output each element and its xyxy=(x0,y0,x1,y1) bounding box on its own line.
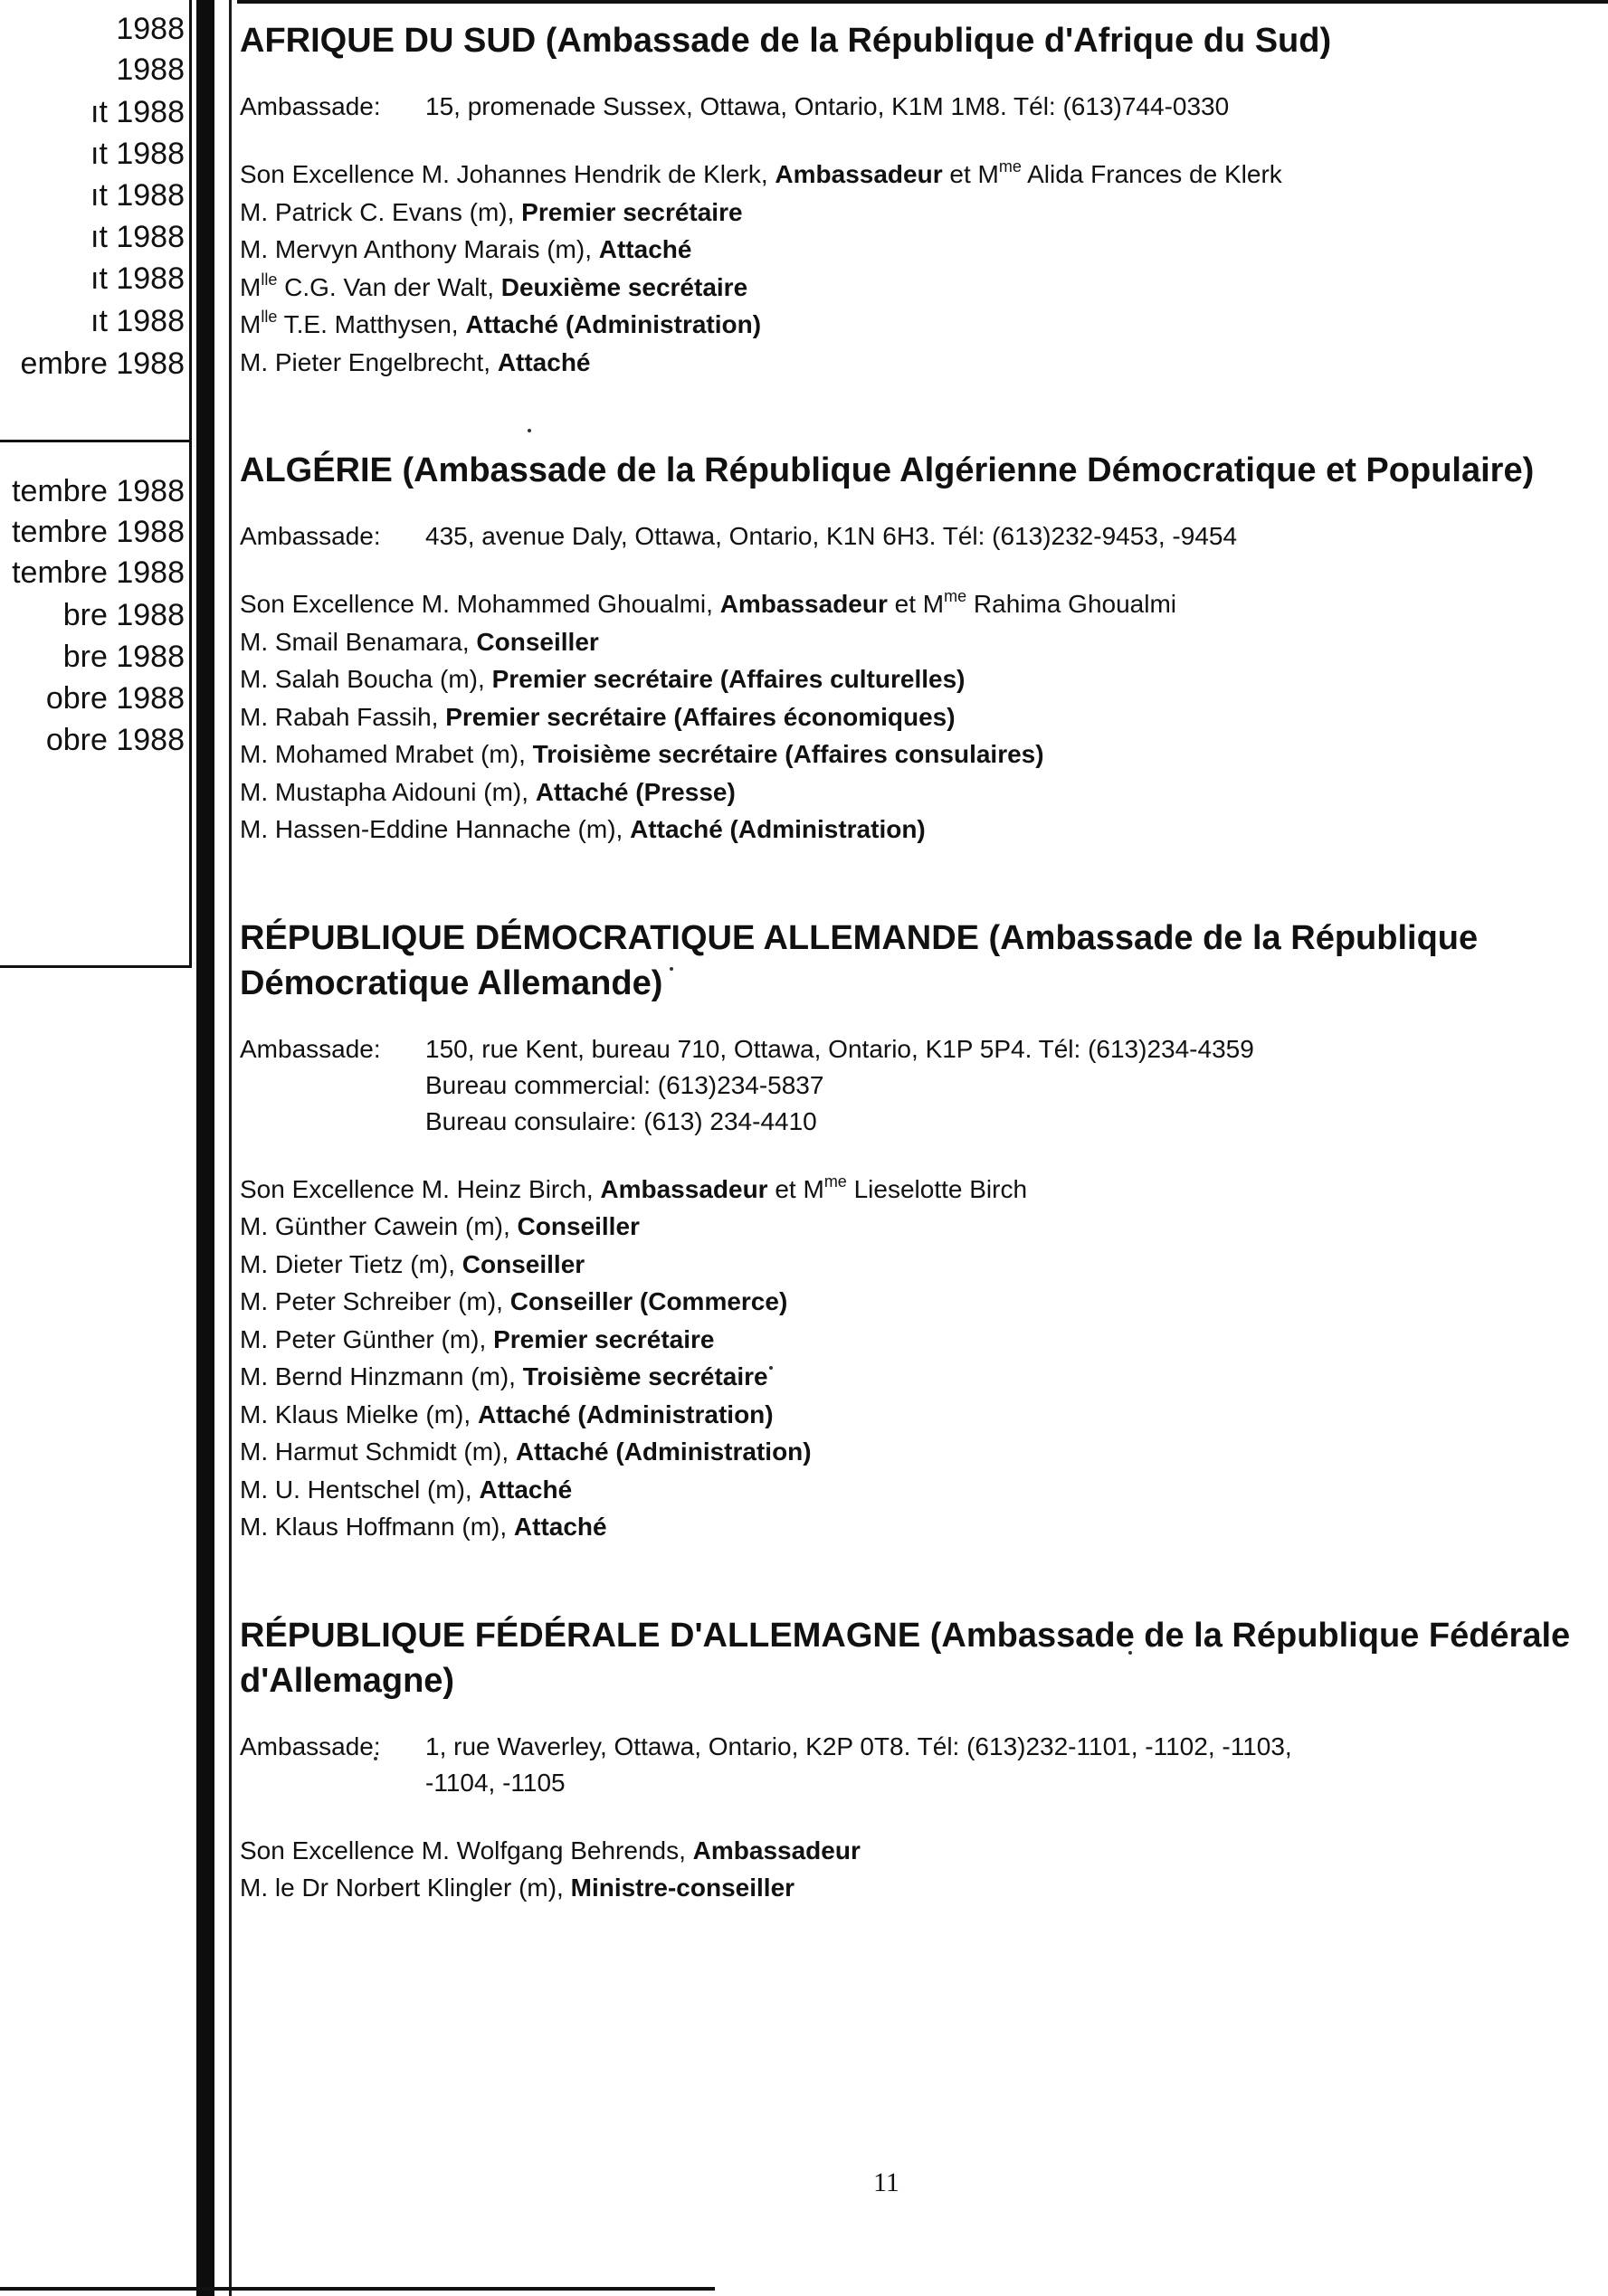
staff-name: M. Peter Günther (m), xyxy=(240,1324,494,1353)
address-label: Ambassade: xyxy=(240,1034,381,1063)
staff-list xyxy=(240,1171,1588,1546)
staff-entry xyxy=(240,623,1588,661)
staff-title: Attaché (Administration) xyxy=(515,1437,812,1466)
staff-entry xyxy=(240,156,1588,194)
page-number: 11 xyxy=(873,2168,899,2197)
left-column-date: 1988 xyxy=(116,52,185,87)
staff-entry xyxy=(240,660,1588,698)
staff-name: Son Excellence M. Johannes Hendrik de Klerk, xyxy=(240,160,775,188)
staff-spouse-name: Lieselotte Birch xyxy=(846,1174,1028,1203)
embassy-section xyxy=(240,448,1588,849)
staff-name: M. Mohamed Mrabet (m), xyxy=(240,740,533,768)
left-column-date: bre 1988 xyxy=(62,598,185,632)
staff-entry xyxy=(240,1246,1588,1284)
staff-entry xyxy=(240,1471,1588,1509)
embassy-address xyxy=(240,1729,1588,1801)
left-column-date: tembre 1988 xyxy=(12,474,185,508)
embassy-address xyxy=(240,518,1588,555)
staff-title: Ministre-conseiller xyxy=(570,1874,795,1902)
embassy-heading: AFRIQUE DU SUD (Ambassade de la République d'Afrique du Sud) xyxy=(240,22,1332,60)
top-rule xyxy=(237,0,1608,4)
staff-title: Attaché xyxy=(513,1513,607,1541)
staff-title: Ambassadeur xyxy=(600,1174,768,1203)
staff-title: Premier secrétaire (Affaires économiques) xyxy=(445,702,956,731)
staff-name-rest: C.G. Van der Walt, xyxy=(277,272,501,301)
honorific-superscript: lle xyxy=(261,270,278,289)
staff-name: M. Dieter Tietz (m), xyxy=(240,1249,462,1278)
left-column-date: ıt 1988 xyxy=(90,137,185,171)
honorific-superscript: me xyxy=(998,157,1022,176)
staff-name: M. Patrick C. Evans (m), xyxy=(240,197,522,226)
staff-spouse-name: Alida Frances de Klerk xyxy=(1021,160,1282,188)
staff-name: M. Klaus Hoffmann (m), xyxy=(240,1513,514,1541)
left-column-bottom-border xyxy=(0,965,192,968)
staff-entry xyxy=(240,1358,1588,1396)
staff-spouse-prefix: et M xyxy=(767,1174,824,1203)
staff-name: M. le Dr Norbert Klingler (m), xyxy=(240,1874,571,1902)
staff-name: Son Excellence M. Heinz Birch, xyxy=(240,1174,601,1203)
left-column-border xyxy=(189,0,192,968)
address-line: -1104, -1105 xyxy=(425,1768,566,1797)
staff-title: Attaché (Presse) xyxy=(535,777,736,806)
staff-entry xyxy=(240,811,1588,849)
left-column-date: embre 1988 xyxy=(20,346,185,381)
staff-name: M. Mustapha Aidouni (m), xyxy=(240,777,536,806)
honorific-superscript: me xyxy=(944,587,967,605)
staff-title: Conseiller xyxy=(476,627,599,656)
staff-entry xyxy=(240,1283,1588,1321)
staff-entry xyxy=(240,1396,1588,1434)
staff-entry xyxy=(240,231,1588,269)
binding-spine xyxy=(196,0,214,2296)
staff-spouse-name: Rahima Ghoualmi xyxy=(966,590,1176,618)
left-column-date: ıt 1988 xyxy=(90,220,185,254)
staff-entry xyxy=(240,1869,1588,1907)
honorific-superscript: me xyxy=(823,1172,847,1191)
staff-name: M. Peter Schreiber (m), xyxy=(240,1287,510,1315)
staff-title: Attaché (Administration) xyxy=(630,815,926,843)
staff-title: Conseiller xyxy=(461,1249,585,1278)
staff-name: Son Excellence M. Wolfgang Behrends, xyxy=(240,1836,693,1864)
address-line: 150, rue Kent, bureau 710, Ottawa, Ontario, K1P 5P4. Tél: (613)234-4359 xyxy=(425,1034,1254,1063)
staff-title: Premier secrétaire xyxy=(493,1324,715,1353)
staff-title: Ambassadeur xyxy=(719,590,888,618)
staff-entry xyxy=(240,585,1588,623)
left-column-date: obre 1988 xyxy=(45,681,185,716)
staff-entry xyxy=(240,1832,1588,1870)
staff-name: M. U. Hentschel (m), xyxy=(240,1475,480,1504)
left-column-date: ıt 1988 xyxy=(90,95,185,129)
embassy-heading: ALGÉRIE (Ambassade de la République Algérienne Démocratique et Populaire) xyxy=(240,451,1535,489)
staff-list xyxy=(240,156,1588,381)
staff-name-rest: T.E. Matthysen, xyxy=(277,310,466,338)
staff-list xyxy=(240,585,1588,849)
staff-title: Attaché (Administration) xyxy=(477,1399,774,1428)
staff-spouse-prefix: et M xyxy=(887,590,945,618)
embassy-heading: RÉPUBLIQUE DÉMOCRATIQUE ALLEMANDE (Ambassade de la République Démocratique Allemande) xyxy=(240,918,1479,1002)
staff-title: Attaché xyxy=(598,235,692,263)
staff-name: M. Günther Cawein (m), xyxy=(240,1212,518,1240)
embassy-address xyxy=(240,1031,1588,1140)
bottom-rule xyxy=(0,2287,715,2291)
address-line: 1, rue Waverley, Ottawa, Ontario, K2P 0T8. Tél: (613)232-1101, -1102, -1103, xyxy=(425,1731,1292,1760)
staff-name: M xyxy=(240,310,262,338)
embassy-section xyxy=(240,916,1588,1546)
address-line: Bureau commercial: (613)234-5837 xyxy=(425,1070,824,1099)
embassy-section xyxy=(240,1613,1588,1907)
staff-entry xyxy=(240,344,1588,382)
staff-entry xyxy=(240,698,1588,736)
staff-title: Troisième secrétaire xyxy=(522,1362,768,1390)
staff-title: Troisième secrétaire (Affaires consulaires) xyxy=(532,740,1044,768)
staff-entry xyxy=(240,269,1588,307)
staff-title: Ambassadeur xyxy=(692,1836,861,1864)
honorific-superscript: lle xyxy=(261,308,278,326)
address-line: 15, promenade Sussex, Ottawa, Ontario, K1M 1M8. Tél: (613)744-0330 xyxy=(425,92,1230,120)
staff-title: Conseiller (Commerce) xyxy=(509,1287,788,1315)
staff-name: M. Bernd Hinzmann (m), xyxy=(240,1362,523,1390)
staff-list xyxy=(240,1832,1588,1907)
staff-entry xyxy=(240,306,1588,344)
embassy-address xyxy=(240,89,1588,125)
staff-entry xyxy=(240,1171,1588,1209)
embassy-section xyxy=(240,18,1588,381)
staff-name: M. Klaus Mielke (m), xyxy=(240,1399,478,1428)
staff-title: Premier secrétaire xyxy=(521,197,743,226)
staff-title: Premier secrétaire (Affaires culturelles) xyxy=(491,665,966,693)
left-column-date: 1988 xyxy=(116,12,185,46)
left-column-date: tembre 1988 xyxy=(12,555,185,590)
left-column-date: bre 1988 xyxy=(62,640,185,674)
staff-name: M. Pieter Engelbrecht, xyxy=(240,347,498,376)
staff-title: Attaché (Administration) xyxy=(465,310,762,338)
left-column-date: obre 1988 xyxy=(45,723,185,757)
staff-spouse-prefix: et M xyxy=(942,160,999,188)
left-column-date: tembre 1988 xyxy=(12,515,185,549)
staff-name: M. Mervyn Anthony Marais (m), xyxy=(240,235,599,263)
staff-name: Son Excellence M. Mohammed Ghoualmi, xyxy=(240,590,720,618)
address-line: 435, avenue Daly, Ottawa, Ontario, K1N 6H3. Tél: (613)232-9453, -9454 xyxy=(425,522,1238,550)
left-column-date: ıt 1988 xyxy=(90,304,185,338)
address-label: Ambassade: xyxy=(240,522,381,550)
staff-entry xyxy=(240,1433,1588,1471)
staff-entry xyxy=(240,1321,1588,1359)
staff-name: M. Smail Benamara, xyxy=(240,627,477,656)
directory-content xyxy=(240,18,1588,1974)
staff-entry xyxy=(240,773,1588,811)
address-line: Bureau consulaire: (613) 234-4410 xyxy=(425,1106,817,1135)
staff-name: M. Rabah Fassih, xyxy=(240,702,446,731)
embassy-heading: RÉPUBLIQUE FÉDÉRALE D'ALLEMAGNE (Ambassade de la République Fédérale d'Allemagne) xyxy=(240,1616,1571,1700)
staff-title: Attaché xyxy=(479,1475,573,1504)
staff-name: M. Salah Boucha (m), xyxy=(240,665,492,693)
staff-name: M xyxy=(240,272,262,301)
left-column-divider xyxy=(0,440,192,442)
staff-name: M. Hassen-Eddine Hannache (m), xyxy=(240,815,631,843)
left-column-date: ıt 1988 xyxy=(90,178,185,213)
staff-title: Attaché xyxy=(497,347,591,376)
staff-entry xyxy=(240,1208,1588,1246)
staff-title: Deuxième secrétaire xyxy=(500,272,748,301)
address-label: Ambassade: xyxy=(240,92,381,120)
staff-name: M. Harmut Schmidt (m), xyxy=(240,1437,516,1466)
left-column-fragment xyxy=(0,0,192,995)
staff-entry xyxy=(240,1508,1588,1546)
staff-title: Conseiller xyxy=(517,1212,640,1240)
staff-title: Ambassadeur xyxy=(775,160,943,188)
column-rule xyxy=(229,0,232,2296)
left-column-date: ıt 1988 xyxy=(90,261,185,296)
staff-entry xyxy=(240,194,1588,232)
address-label: Ambassade: xyxy=(240,1731,381,1760)
staff-entry xyxy=(240,735,1588,773)
